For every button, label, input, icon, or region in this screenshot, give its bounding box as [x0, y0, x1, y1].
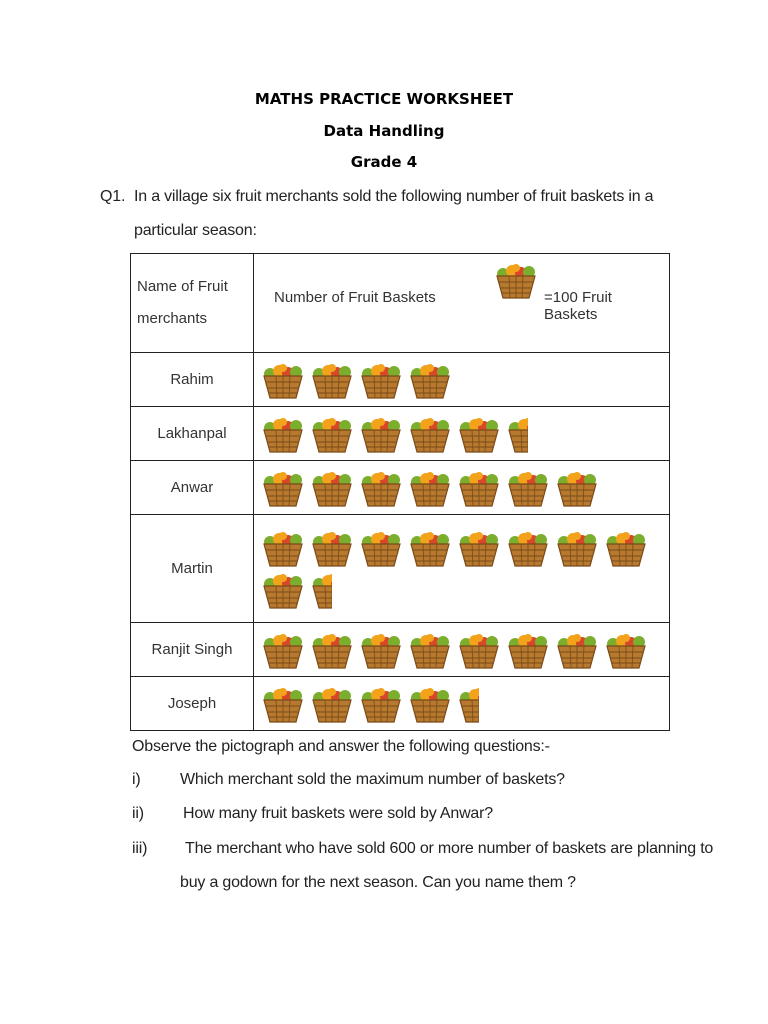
baskets-column-header	[254, 254, 670, 353]
table-row	[131, 353, 670, 407]
basket-icons	[254, 461, 670, 515]
question-iii-number: iii)	[132, 840, 148, 857]
fruit-basket-icon	[360, 416, 402, 454]
fruit-basket-icon	[507, 632, 549, 670]
merchant-name: Joseph	[131, 677, 254, 731]
fruit-basket-icon	[360, 530, 402, 568]
fruit-basket-icon	[556, 530, 598, 568]
fruit-basket-icon	[262, 416, 304, 454]
fruit-basket-icon	[262, 362, 304, 400]
merchant-header-line1: Name of Fruit	[137, 278, 228, 295]
fruit-basket-icon	[409, 686, 451, 724]
baskets-header-label: Number of Fruit Baskets	[274, 289, 436, 306]
merchant-name: Ranjit Singh	[131, 623, 254, 677]
fruit-basket-icon	[556, 470, 598, 508]
fruit-basket-icon	[311, 416, 353, 454]
question-i-text: Which merchant sold the maximum number of baskets?	[180, 771, 565, 788]
pictograph-table	[130, 253, 670, 731]
table-row	[131, 515, 670, 623]
fruit-basket-icon	[458, 530, 500, 568]
merchant-name: Martin	[131, 515, 254, 623]
fruit-basket-icon	[556, 632, 598, 670]
basket-icons	[254, 677, 670, 731]
fruit-basket-icon	[409, 530, 451, 568]
fruit-basket-icon	[262, 572, 304, 610]
fruit-basket-icon	[262, 530, 304, 568]
fruit-basket-icon	[360, 632, 402, 670]
basket-icons	[254, 623, 670, 677]
merchant-header-line2: merchants	[137, 310, 208, 327]
question-iii-text-line2: buy a godown for the next season. Can you name them ?	[180, 874, 576, 891]
half-fruit-basket-icon	[507, 416, 528, 454]
question-ii-text: How many fruit baskets were sold by Anwar?	[183, 805, 493, 822]
question-i-number: i)	[132, 771, 141, 788]
half-fruit-basket-icon	[311, 572, 332, 610]
fruit-basket-icon	[605, 632, 647, 670]
fruit-basket-icon	[262, 632, 304, 670]
question-ii-number: ii)	[132, 805, 144, 822]
pictograph-rows	[131, 353, 670, 731]
question-text-line1: In a village six fruit merchants sold the following number of fruit baskets in a	[134, 188, 654, 205]
fruit-basket-icon	[360, 686, 402, 724]
fruit-basket-icon	[458, 632, 500, 670]
question-number: Q1.	[100, 188, 126, 205]
fruit-basket-icon	[360, 470, 402, 508]
basket-icons	[254, 353, 670, 407]
worksheet-title: MATHS PRACTICE WORKSHEET	[254, 90, 514, 108]
fruit-basket-icon	[507, 530, 549, 568]
fruit-basket-icon	[360, 362, 402, 400]
table-row	[131, 677, 670, 731]
worksheet-grade: Grade 4	[350, 153, 418, 171]
key-label: =100 Fruit Baskets	[544, 289, 612, 323]
fruit-basket-icon	[409, 632, 451, 670]
fruit-basket-icon	[409, 470, 451, 508]
merchant-column-header	[131, 254, 254, 353]
fruit-basket-icon	[262, 686, 304, 724]
fruit-basket-icon	[409, 362, 451, 400]
question-iii-text: The merchant who have sold 600 or more number of baskets are planning to	[185, 840, 714, 857]
table-row	[131, 407, 670, 461]
fruit-basket-icon	[311, 470, 353, 508]
fruit-basket-icon	[458, 470, 500, 508]
half-fruit-basket-icon	[458, 686, 479, 724]
instructions-text: Observe the pictograph and answer the following questions:-	[132, 738, 550, 755]
question-text-line2: particular season:	[134, 222, 257, 239]
fruit-basket-icon	[605, 530, 647, 568]
fruit-basket-icon	[311, 686, 353, 724]
fruit-basket-icon	[311, 632, 353, 670]
fruit-basket-icon	[311, 362, 353, 400]
merchant-name: Anwar	[131, 461, 254, 515]
worksheet-topic: Data Handling	[323, 122, 445, 140]
fruit-basket-icon	[262, 470, 304, 508]
basket-icons	[254, 515, 670, 623]
fruit-basket-icon	[311, 530, 353, 568]
merchant-name: Lakhanpal	[131, 407, 254, 461]
fruit-basket-icon	[458, 416, 500, 454]
table-row	[131, 461, 670, 515]
table-header-row	[131, 254, 670, 353]
fruit-basket-icon	[495, 262, 537, 305]
merchant-name: Rahim	[131, 353, 254, 407]
basket-icons	[254, 407, 670, 461]
fruit-basket-icon	[507, 470, 549, 508]
table-row	[131, 623, 670, 677]
fruit-basket-icon	[409, 416, 451, 454]
